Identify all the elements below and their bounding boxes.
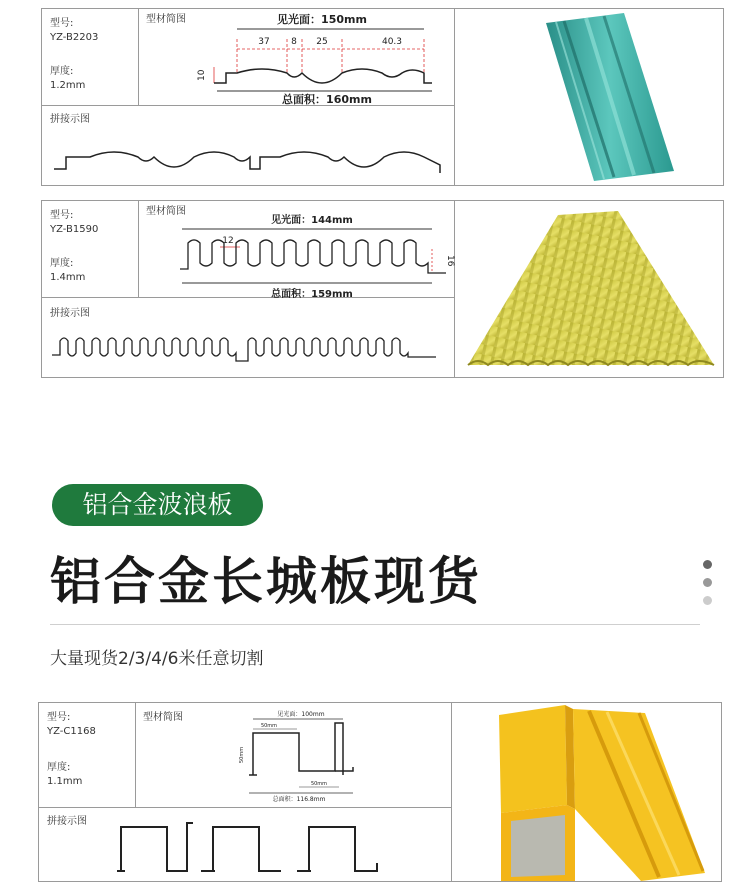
card-divider: [135, 703, 136, 807]
model-label: 型号:: [50, 210, 74, 221]
card-divider: [454, 9, 455, 185]
dim-10: 10: [197, 69, 207, 81]
joint-label: 拼接示图: [47, 816, 87, 827]
profile-diagram: [162, 203, 455, 300]
dim-50-top: 50mm: [260, 723, 278, 729]
model-value: YZ-C1168: [47, 726, 96, 737]
joint-diagram: [48, 329, 448, 369]
dim-8: 8: [291, 37, 297, 47]
joint-diagram: [50, 135, 450, 179]
dim-25: 25: [316, 37, 328, 47]
dim-50-bottom: 50mm: [310, 781, 328, 787]
dim-12: 12: [222, 236, 234, 246]
profile-label: 型材简图: [146, 14, 186, 25]
section-tag: 铝合金波浪板: [52, 484, 263, 526]
card-divider: [39, 807, 451, 808]
profile-diagram: [192, 11, 452, 105]
card-divider: [42, 105, 454, 106]
thickness-value: 1.1mm: [47, 776, 83, 787]
model-label: 型号:: [50, 18, 74, 29]
visible-width-label: 见光面：100mm: [277, 711, 325, 718]
joint-label: 拼接示图: [50, 114, 90, 125]
joint-label: 拼接示图: [50, 308, 90, 319]
product-photo-yellow-square-profile: [489, 705, 715, 881]
product-photo-yellow-corrugated-panel: [462, 207, 724, 373]
joint-diagram: [109, 817, 439, 879]
dim-40-3: 40.3: [381, 37, 403, 47]
thickness-label: 厚度:: [47, 762, 71, 773]
dim-37: 37: [258, 37, 270, 47]
visible-width-label: 见光面：150mm: [277, 13, 367, 26]
carousel-dot-1[interactable]: [703, 560, 712, 569]
thickness-value: 1.4mm: [50, 272, 86, 283]
thickness-label: 厚度:: [50, 66, 74, 77]
product-card-b1590: [41, 200, 724, 378]
carousel-dot-3[interactable]: [703, 596, 712, 605]
thickness-value: 1.2mm: [50, 80, 86, 91]
carousel-dot-2[interactable]: [703, 578, 712, 587]
profile-diagram: [235, 707, 365, 805]
model-label: 型号:: [47, 712, 71, 723]
profile-label: 型材简图: [146, 206, 186, 217]
total-width-label: 总面积：116.8mm: [272, 796, 326, 803]
profile-label: 型材简图: [143, 712, 183, 723]
dim-16: 16: [445, 255, 455, 267]
card-divider: [138, 201, 139, 297]
divider: [50, 624, 700, 625]
product-card-c1168: [38, 702, 722, 882]
page-title: 铝合金长城板现货: [50, 553, 483, 612]
product-photo-teal-panel: [494, 13, 684, 183]
thickness-label: 厚度:: [50, 258, 74, 269]
card-divider: [451, 703, 452, 881]
visible-width-label: 见光面：144mm: [271, 215, 353, 226]
total-width-label: 总面积：160mm: [282, 93, 372, 106]
product-card-b2203: [41, 8, 724, 186]
model-value: YZ-B2203: [50, 32, 99, 43]
dim-50-side: 50mm: [239, 746, 245, 763]
model-value: YZ-B1590: [50, 224, 99, 235]
card-divider: [454, 201, 455, 377]
card-divider: [138, 9, 139, 105]
subtitle: 大量现货2/3/4/6米任意切割: [50, 649, 264, 669]
total-width-label: 总面积：159mm: [271, 289, 353, 300]
